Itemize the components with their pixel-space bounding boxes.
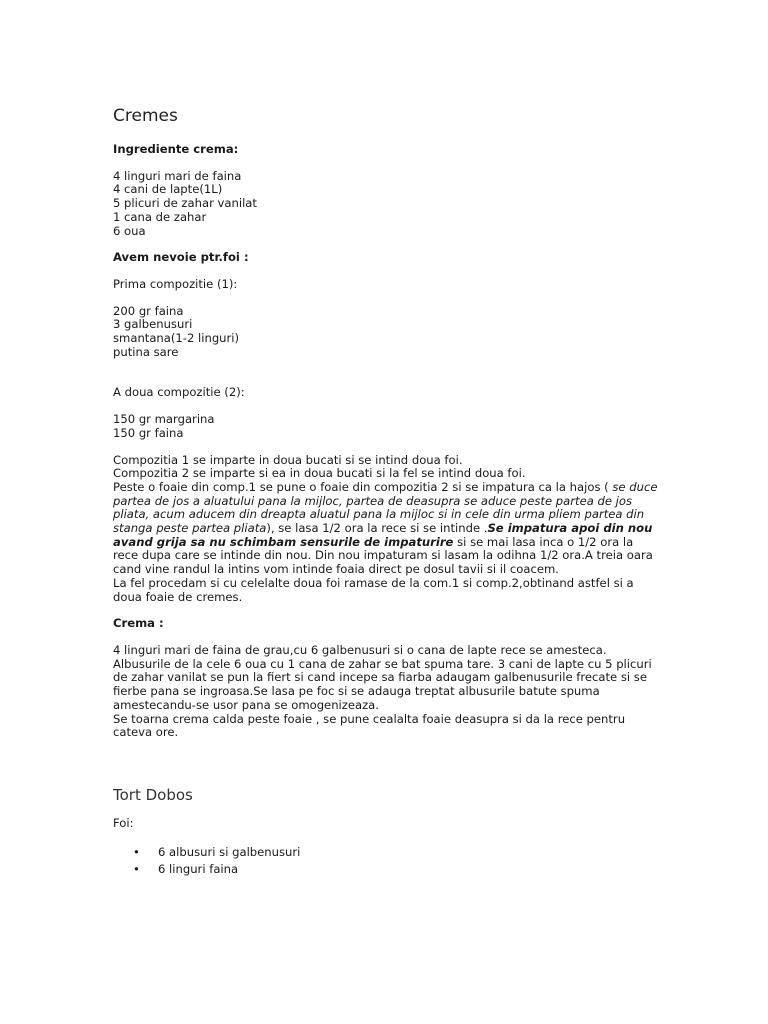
list-item bbox=[113, 844, 658, 861]
composition-1-list: 200 gr faina 3 galbenusuri smantana(1-2 linguri) putina sare bbox=[113, 303, 240, 359]
bullet-icon: • bbox=[133, 844, 140, 859]
bullet-icon: • bbox=[133, 861, 140, 876]
ingredients-list: 4 linguri mari de faina 4 cani de lapte(1L) 5 plicuri de zahar vanilat 1 cana de zahar 6 oua bbox=[113, 168, 257, 238]
crema-heading: Crema : bbox=[113, 616, 164, 631]
folding-explanation: se duce partea de jos a aluatului pana la mijloc, partea de deasupra se aduce peste partea de jos pliata, acum aducem din dreapta aluatul pana la mijloc si in cele din urma pliem partea din stanga peste partea pliata bbox=[113, 479, 658, 536]
ingredients-heading: Ingrediente crema: bbox=[113, 142, 239, 156]
crema-text: 4 linguri mari de faina de grau,cu 6 galbenusuri si o cana de lapte rece se amesteca. Albusurile de la cele 6 oua cu 1 cana de zahar se bat spuma tare. 3 cani de lapte cu 5 plicuri de zahar vanilat se pun la fiert si cand incepe sa fiarba adaugam galbenusurile frecate si se fierbe pana se ingroasa.Se lasa pe foc si se adauga treptat albusurile batute spuma amestecandu-se usor pana se omogenizeaza. Se toarna crema calda peste foaie , se pune cealalta foaie deasupra si da la rece pentru cateva ore. bbox=[113, 642, 652, 740]
method-text-1: Compozitia 1 se imparte in doua bucati si se intind doua foi. Compozitia 2 se imparte si ea in doua bucati si la fel se intind doua foi. Peste o foaie din comp.1 se pune o foaie din compozitia 2 si se impatura ca la hajos ( bbox=[113, 452, 609, 494]
foi-heading: Avem nevoie ptr.foi : bbox=[113, 250, 249, 265]
list-item bbox=[113, 861, 658, 878]
method-paragraph bbox=[113, 454, 658, 605]
tort-dobos-title: Tort Dobos bbox=[113, 785, 193, 804]
recipe-title: Cremes bbox=[113, 106, 178, 126]
list-item-text: 6 linguri faina bbox=[158, 861, 239, 876]
composition-2-title: A doua compozitie (2): bbox=[113, 385, 245, 400]
foi-label: Foi: bbox=[113, 815, 134, 830]
composition-2-list: 150 gr margarina 150 gr faina bbox=[113, 412, 215, 440]
tort-ingredient-list bbox=[113, 844, 658, 878]
method-text-3: si se mai lasa inca o 1/2 ora la rece dupa care se intinde din nou. Din nou impaturam si lasam la odihna 1/2 ora.A treia oara cand vine randul la intins vom intinde foaia direct pe dosul tavii si il coacem. La fel procedam si cu celelalte doua foi ramase de la com.1 si comp.2,obtinand astfel si a doua foaie de cremes. bbox=[113, 534, 653, 604]
document-content bbox=[113, 104, 658, 878]
list-item-text: 6 albusuri si galbenusuri bbox=[158, 844, 301, 859]
composition-1-title: Prima compozitie (1): bbox=[113, 276, 238, 291]
method-text-2: ), se lasa 1/2 ora la rece si se intinde . bbox=[266, 521, 488, 536]
folding-warning: Se impatura apoi din nou avand grija sa nu schimbam sensurile de impaturire bbox=[113, 521, 653, 549]
